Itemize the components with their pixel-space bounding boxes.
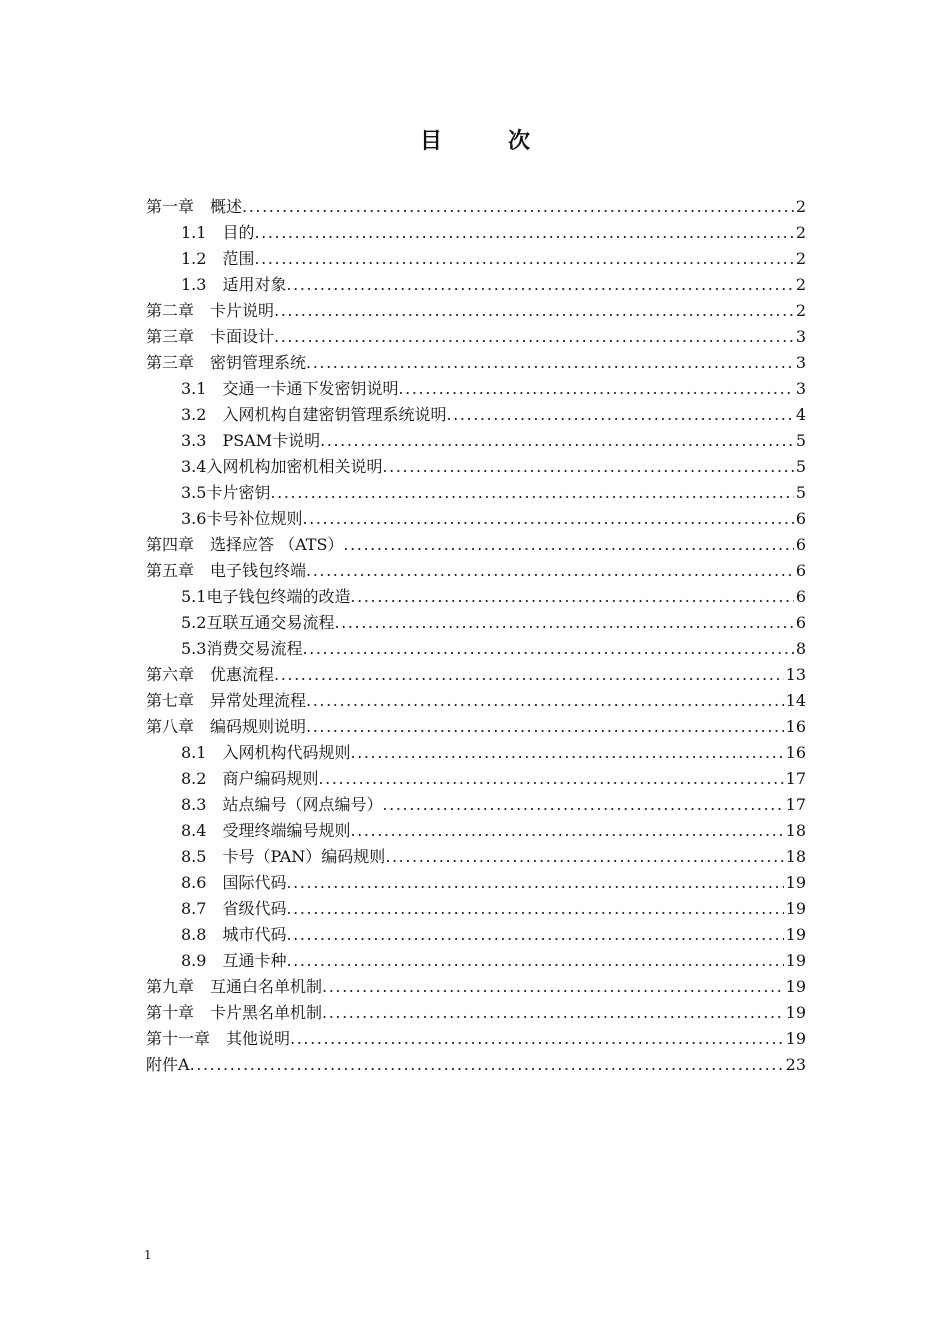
- table-of-contents: [146, 194, 806, 1078]
- toc-entry-page: 17: [785, 795, 806, 814]
- toc-entry-page: 5: [795, 483, 806, 502]
- toc-entry[interactable]: [146, 532, 806, 558]
- toc-entry-page: 5: [795, 457, 806, 476]
- toc-entry[interactable]: [146, 766, 806, 792]
- toc-entry[interactable]: [146, 246, 806, 272]
- toc-entry-title: 互通白名单机制: [210, 977, 323, 996]
- toc-entry-title: 卡片说明: [210, 301, 275, 320]
- toc-entry[interactable]: [146, 1052, 806, 1078]
- toc-entry-title: 范围: [222, 249, 255, 268]
- toc-dot-leader: [254, 246, 793, 272]
- toc-entry-title: 卡号补位规则: [206, 509, 303, 528]
- toc-entry-title: 省级代码: [222, 899, 287, 918]
- toc-entry-page: 2: [795, 301, 806, 320]
- toc-dot-leader: [322, 1000, 784, 1026]
- toc-dot-leader: [270, 480, 793, 506]
- toc-entry[interactable]: [146, 454, 806, 480]
- toc-entry-page: 18: [785, 821, 806, 840]
- toc-dot-leader: [306, 558, 794, 584]
- toc-dot-leader: [306, 350, 794, 376]
- toc-entry-title: 商户编码规则: [222, 769, 319, 788]
- toc-entry-number: 第五章: [146, 561, 211, 580]
- toc-entry-page: 19: [785, 925, 806, 944]
- toc-entry[interactable]: [146, 688, 806, 714]
- toc-entry-number: 3.1: [181, 379, 223, 398]
- toc-entry-number: 8.1: [181, 743, 223, 762]
- toc-entry[interactable]: [146, 870, 806, 896]
- toc-entry-title: 其他说明: [226, 1029, 291, 1048]
- toc-dot-leader: [286, 948, 783, 974]
- toc-dot-leader: [343, 532, 793, 558]
- toc-heading: 目 次: [419, 128, 552, 154]
- toc-entry-title: 入网机构加密机相关说明: [206, 457, 383, 476]
- toc-dot-leader: [286, 896, 783, 922]
- toc-entry-page: 19: [785, 873, 806, 892]
- toc-entry[interactable]: [146, 844, 806, 870]
- toc-entry-number: 第三章: [146, 327, 211, 346]
- toc-entry-page: 14: [785, 691, 806, 710]
- toc-entry-page: 16: [785, 743, 806, 762]
- toc-entry-title: 入网机构代码规则: [222, 743, 351, 762]
- toc-entry-page: 2: [795, 275, 806, 294]
- toc-entry[interactable]: [146, 974, 806, 1000]
- toc-entry-number: 第八章: [146, 717, 211, 736]
- toc-entry-page: 19: [785, 1003, 806, 1022]
- toc-entry[interactable]: [146, 194, 806, 220]
- toc-entry-page: 6: [795, 535, 806, 554]
- toc-entry-page: 2: [795, 249, 806, 268]
- toc-entry[interactable]: [146, 350, 806, 376]
- toc-entry-number: 8.2: [181, 769, 223, 788]
- toc-entry-title: 卡号（PAN）编码规则: [222, 847, 386, 866]
- toc-entry[interactable]: [146, 740, 806, 766]
- toc-dot-leader: [385, 844, 783, 870]
- toc-entry-title: 编码规则说明: [210, 717, 307, 736]
- toc-dot-leader: [322, 974, 784, 1000]
- toc-entry[interactable]: [146, 402, 806, 428]
- toc-entry[interactable]: [146, 636, 806, 662]
- toc-entry-page: 5: [795, 431, 806, 450]
- toc-entry[interactable]: [146, 298, 806, 324]
- toc-dot-leader: [446, 402, 793, 428]
- toc-entry-title: 互联互通交易流程: [206, 613, 335, 632]
- toc-entry-number: 3.6: [181, 509, 207, 528]
- toc-entry-title: 城市代码: [222, 925, 287, 944]
- toc-entry-number: 第九章: [146, 977, 211, 996]
- toc-entry-page: 6: [795, 613, 806, 632]
- toc-entry-number: 8.8: [181, 925, 223, 944]
- toc-entry[interactable]: [146, 610, 806, 636]
- toc-entry-title: 优惠流程: [210, 665, 275, 684]
- toc-entry-title: 卡片密钥: [206, 483, 271, 502]
- toc-entry-title: 国际代码: [222, 873, 287, 892]
- toc-entry-number: 5.1: [181, 587, 207, 606]
- toc-entry-number: 1.3: [181, 275, 223, 294]
- toc-entry-number: 8.5: [181, 847, 223, 866]
- toc-entry-page: 19: [785, 977, 806, 996]
- toc-dot-leader: [286, 870, 783, 896]
- toc-entry[interactable]: [146, 714, 806, 740]
- toc-dot-leader: [306, 714, 784, 740]
- toc-entry[interactable]: [146, 558, 806, 584]
- toc-dot-leader: [190, 1052, 784, 1078]
- toc-entry-page: 2: [795, 223, 806, 242]
- toc-entry-title: 概述: [210, 197, 243, 216]
- toc-dot-leader: [306, 688, 784, 714]
- toc-dot-leader: [274, 324, 794, 350]
- toc-entry-number: 8.4: [181, 821, 223, 840]
- toc-entry-title: 电子钱包终端的改造: [206, 587, 351, 606]
- toc-entry-title: 适用对象: [222, 275, 287, 294]
- page-number: 1: [144, 1248, 152, 1262]
- toc-entry-page: 19: [785, 1029, 806, 1048]
- toc-entry-number: 1.2: [181, 249, 223, 268]
- toc-entry[interactable]: [146, 480, 806, 506]
- toc-entry-page: 17: [785, 769, 806, 788]
- toc-entry-page: 8: [795, 639, 806, 658]
- toc-entry[interactable]: [146, 922, 806, 948]
- toc-entry-page: 23: [785, 1055, 806, 1074]
- toc-entry-title: 入网机构自建密钥管理系统说明: [222, 405, 447, 424]
- toc-entry-number: 3.2: [181, 405, 223, 424]
- toc-dot-leader: [398, 376, 793, 402]
- toc-entry-page: 6: [795, 561, 806, 580]
- toc-dot-leader: [382, 792, 783, 818]
- toc-dot-leader: [350, 740, 783, 766]
- toc-entry-title: 交通一卡通下发密钥说明: [222, 379, 399, 398]
- toc-entry[interactable]: [146, 896, 806, 922]
- toc-entry-page: 19: [785, 951, 806, 970]
- toc-entry-number: 1.1: [181, 223, 223, 242]
- toc-entry-page: 3: [795, 379, 806, 398]
- toc-entry-page: 6: [795, 509, 806, 528]
- toc-entry-number: 第十章: [146, 1003, 211, 1022]
- toc-entry-page: 6: [795, 587, 806, 606]
- toc-entry-number: 3.3: [181, 431, 223, 450]
- toc-entry[interactable]: [146, 1026, 806, 1052]
- toc-entry[interactable]: [146, 428, 806, 454]
- toc-entry-title: 受理终端编号规则: [222, 821, 351, 840]
- toc-entry[interactable]: [146, 376, 806, 402]
- toc-entry-title: 消费交易流程: [206, 639, 303, 658]
- toc-entry-number: 附件: [146, 1055, 179, 1074]
- toc-entry-number: 5.3: [181, 639, 207, 658]
- toc-dot-leader: [302, 506, 793, 532]
- toc-entry-number: 8.3: [181, 795, 223, 814]
- toc-entry[interactable]: [146, 662, 806, 688]
- toc-entry-page: 2: [795, 197, 806, 216]
- toc-entry-number: 第十一章: [146, 1029, 227, 1048]
- toc-entry-page: 13: [785, 665, 806, 684]
- toc-entry-title: 站点编号（网点编号）: [222, 795, 383, 814]
- toc-dot-leader: [302, 636, 793, 662]
- toc-entry-page: 3: [795, 327, 806, 346]
- toc-entry-title: 目的: [222, 223, 255, 242]
- toc-dot-leader: [286, 922, 783, 948]
- toc-dot-leader: [382, 454, 793, 480]
- toc-entry-number: 第四章: [146, 535, 211, 554]
- toc-entry-number: 8.7: [181, 899, 223, 918]
- toc-entry-title: 密钥管理系统: [210, 353, 307, 372]
- toc-entry-number: 8.6: [181, 873, 223, 892]
- toc-entry-title: 选择应答 （ATS）: [210, 535, 344, 554]
- toc-dot-leader: [350, 584, 793, 610]
- toc-entry-title: 卡面设计: [210, 327, 275, 346]
- toc-entry[interactable]: [146, 792, 806, 818]
- toc-entry-page: 16: [785, 717, 806, 736]
- toc-dot-leader: [242, 194, 794, 220]
- toc-entry-number: 第六章: [146, 665, 211, 684]
- toc-entry-page: 4: [795, 405, 806, 424]
- toc-entry[interactable]: [146, 506, 806, 532]
- toc-entry-number: 3.4: [181, 457, 207, 476]
- toc-entry-number: 5.2: [181, 613, 207, 632]
- toc-entry[interactable]: [146, 584, 806, 610]
- toc-dot-leader: [274, 662, 784, 688]
- toc-dot-leader: [286, 272, 793, 298]
- toc-entry-title: 异常处理流程: [210, 691, 307, 710]
- toc-entry-page: 18: [785, 847, 806, 866]
- toc-entry-number: 3.5: [181, 483, 207, 502]
- toc-entry[interactable]: [146, 272, 806, 298]
- toc-entry-number: 第二章: [146, 301, 211, 320]
- toc-dot-leader: [290, 1026, 784, 1052]
- toc-dot-leader: [334, 610, 793, 636]
- toc-entry[interactable]: [146, 1000, 806, 1026]
- toc-entry-title: PSAM卡说明: [222, 431, 321, 450]
- toc-entry[interactable]: [146, 220, 806, 246]
- toc-dot-leader: [274, 298, 794, 324]
- toc-entry-number: 第三章: [146, 353, 211, 372]
- toc-entry-page: 19: [785, 899, 806, 918]
- toc-entry[interactable]: [146, 818, 806, 844]
- toc-entry-title: A: [178, 1055, 190, 1074]
- toc-entry-number: 第一章: [146, 197, 211, 216]
- toc-entry[interactable]: [146, 948, 806, 974]
- toc-dot-leader: [350, 818, 783, 844]
- toc-dot-leader: [318, 766, 783, 792]
- toc-dot-leader: [320, 428, 794, 454]
- toc-entry-title: 互通卡种: [222, 951, 287, 970]
- toc-entry-number: 8.9: [181, 951, 223, 970]
- toc-entry-number: 第七章: [146, 691, 211, 710]
- toc-entry-title: 电子钱包终端: [210, 561, 307, 580]
- toc-dot-leader: [254, 220, 793, 246]
- toc-entry-page: 3: [795, 353, 806, 372]
- toc-entry-title: 卡片黑名单机制: [210, 1003, 323, 1022]
- toc-entry[interactable]: [146, 324, 806, 350]
